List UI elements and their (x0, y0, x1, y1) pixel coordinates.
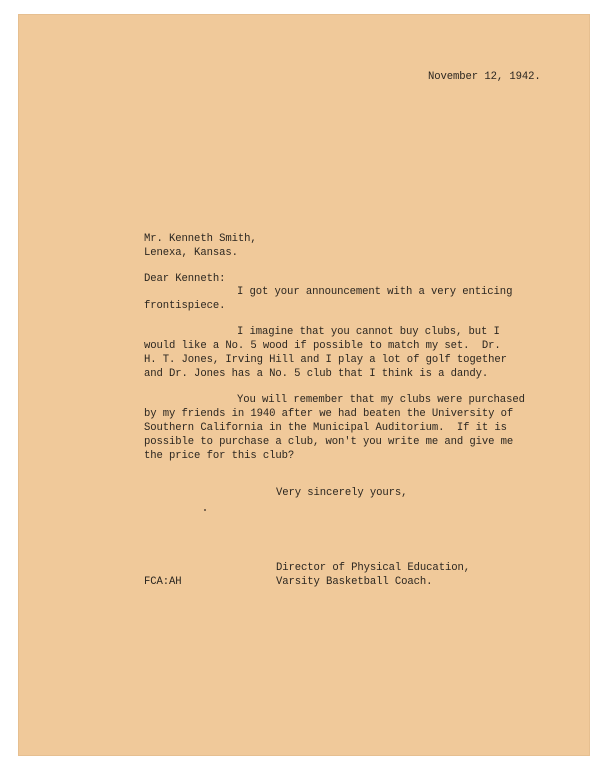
paragraph-3-line-2: by my friends in 1940 after we had beaten the University of (144, 408, 514, 420)
paragraph-3-line-5: the price for this club? (144, 450, 295, 462)
paragraph-2-line-3: H. T. Jones, Irving Hill and I play a lot of golf together (144, 354, 507, 366)
paragraph-3-line-1: You will remember that my clubs were purchased (237, 394, 525, 406)
ink-speck (204, 509, 206, 511)
signature-title-2: Varsity Basketball Coach. (276, 576, 433, 588)
closing: Very sincerely yours, (276, 487, 408, 499)
letter-page (18, 14, 590, 756)
paragraph-3-line-3: Southern California in the Municipal Auditorium. If it is (144, 422, 507, 434)
letter-date: November 12, 1942. (428, 71, 541, 83)
recipient-name: Mr. Kenneth Smith, (144, 233, 257, 245)
reference-initials: FCA:AH (144, 576, 182, 588)
paragraph-2-line-4: and Dr. Jones has a No. 5 club that I think is a dandy. (144, 368, 489, 380)
paragraph-2-line-1: I imagine that you cannot buy clubs, but I (237, 326, 500, 338)
paragraph-2-line-2: would like a No. 5 wood if possible to match my set. Dr. (144, 340, 501, 352)
paragraph-3-line-4: possible to purchase a club, won't you write me and give me (144, 436, 514, 448)
salutation: Dear Kenneth: (144, 273, 226, 285)
paragraph-1-line-2: frontispiece. (144, 300, 226, 312)
recipient-location: Lenexa, Kansas. (144, 247, 238, 259)
paragraph-1-line-1: I got your announcement with a very enticing (237, 286, 513, 298)
signature-title-1: Director of Physical Education, (276, 562, 470, 574)
